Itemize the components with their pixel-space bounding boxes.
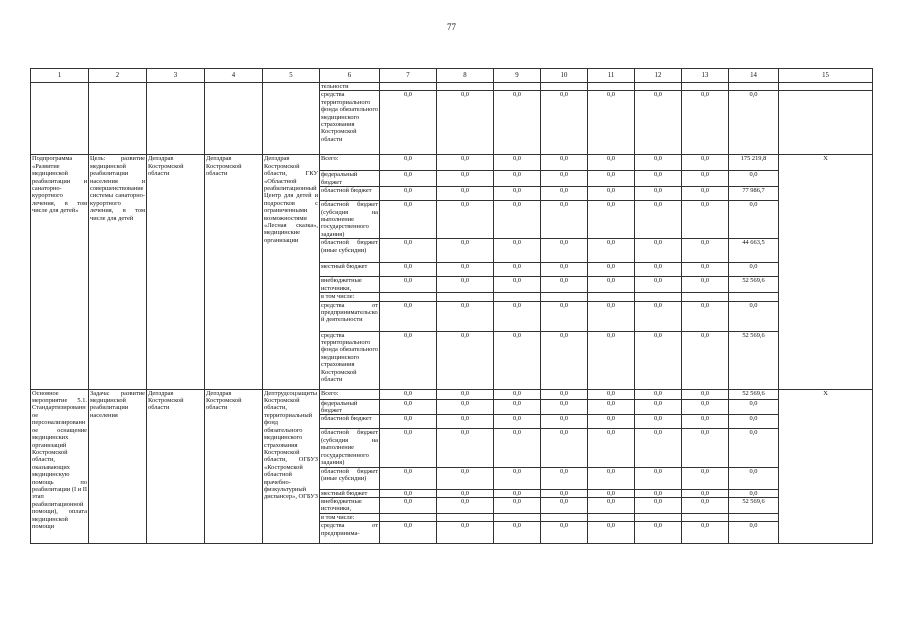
amount-cell: 0,0: [494, 201, 541, 239]
col-header: 9: [494, 69, 541, 83]
amount-cell: 0,0: [729, 489, 779, 497]
amount-cell: [682, 513, 729, 521]
amount-cell: 0,0: [437, 239, 494, 263]
responsible-executor: Депздрав Костромской области: [147, 389, 205, 544]
amount-cell: 0,0: [380, 415, 437, 429]
amount-cell: 0,0: [437, 489, 494, 497]
funding-source: Всего:: [320, 155, 380, 171]
amount-cell: [437, 513, 494, 521]
amount-cell: 0,0: [380, 91, 437, 155]
amount-cell: 0,0: [588, 301, 635, 331]
continued-cell: [779, 83, 873, 91]
amount-cell: 0,0: [729, 171, 779, 187]
col-header: 7: [380, 69, 437, 83]
amount-cell: 0,0: [494, 239, 541, 263]
amount-cell: 0,0: [380, 489, 437, 497]
amount-cell: 0,0: [437, 415, 494, 429]
amount-cell: 0,0: [541, 277, 588, 293]
amount-cell: 0,0: [541, 155, 588, 171]
amount-cell: 0,0: [682, 263, 729, 277]
funding-source: областной бюджет (субсидия на выполнение государственного задания): [321, 201, 378, 238]
amount-cell: 0,0: [380, 239, 437, 263]
amount-cell: 0,0: [541, 467, 588, 489]
amount-cell: 0,0: [380, 522, 437, 544]
amount-cell: 0,0: [635, 263, 682, 277]
col-header: 15: [779, 69, 873, 83]
amount-cell: 0,0: [494, 522, 541, 544]
amount-cell: [380, 293, 437, 301]
amount-cell: 0,0: [682, 467, 729, 489]
table-row: [31, 389, 873, 399]
col-header: 5: [263, 69, 320, 83]
amount-cell: 0,0: [588, 522, 635, 544]
col-header: 14: [729, 69, 779, 83]
amount-cell: 0,0: [588, 155, 635, 171]
table-row: [31, 83, 873, 91]
amount-cell: 0,0: [437, 331, 494, 389]
amount-cell: 0,0: [437, 429, 494, 467]
amount-cell: 0,0: [541, 429, 588, 467]
amount-cell: 0,0: [588, 331, 635, 389]
amount-cell: 52 569,6: [729, 389, 779, 399]
amount-cell: [588, 293, 635, 301]
col-header: 6: [320, 69, 380, 83]
amount-cell: [494, 83, 541, 91]
funding-source: тельности: [320, 83, 380, 91]
amount-cell: 0,0: [588, 429, 635, 467]
amount-cell: 0,0: [494, 171, 541, 187]
amount-cell: [588, 83, 635, 91]
amount-cell: 0,0: [682, 155, 729, 171]
amount-cell: 0,0: [729, 415, 779, 429]
amount-cell: 0,0: [437, 467, 494, 489]
amount-cell: 0,0: [380, 171, 437, 187]
amount-cell: 0,0: [437, 201, 494, 239]
amount-cell: 0,0: [682, 301, 729, 331]
amount-cell: 0,0: [588, 497, 635, 513]
amount-cell: 52 569,6: [729, 277, 779, 293]
funding-source: в том числе:: [320, 293, 380, 301]
amount-cell: [682, 293, 729, 301]
funding-source: областной бюджет: [320, 187, 380, 201]
amount-cell: 0,0: [635, 187, 682, 201]
amount-cell: 0,0: [541, 239, 588, 263]
col-header: 1: [31, 69, 89, 83]
amount-cell: 0,0: [635, 201, 682, 239]
amount-cell: 0,0: [588, 201, 635, 239]
program-table: [30, 68, 873, 544]
amount-cell: 0,0: [635, 301, 682, 331]
funding-source: средства от предпринима-: [320, 522, 380, 544]
amount-cell: 0,0: [729, 91, 779, 155]
amount-cell: 0,0: [380, 399, 437, 415]
amount-cell: 0,0: [437, 389, 494, 399]
responsible-executor: Депздрав Костромской области: [147, 155, 205, 389]
amount-cell: 0,0: [380, 201, 437, 239]
amount-cell: 0,0: [437, 263, 494, 277]
col-header: 3: [147, 69, 205, 83]
column-number-row: [31, 69, 873, 83]
amount-cell: 0,0: [682, 239, 729, 263]
col-header: 13: [682, 69, 729, 83]
amount-cell: 0,0: [588, 415, 635, 429]
amount-cell: 0,0: [494, 497, 541, 513]
amount-cell: [729, 293, 779, 301]
amount-cell: 0,0: [494, 187, 541, 201]
amount-cell: 0,0: [541, 497, 588, 513]
amount-cell: 0,0: [682, 171, 729, 187]
amount-cell: 0,0: [494, 467, 541, 489]
amount-cell: 0,0: [541, 171, 588, 187]
col-header: 10: [541, 69, 588, 83]
amount-cell: 0,0: [380, 467, 437, 489]
amount-cell: 0,0: [380, 187, 437, 201]
amount-cell: 0,0: [682, 497, 729, 513]
amount-cell: 0,0: [682, 91, 729, 155]
amount-cell: 0,0: [541, 389, 588, 399]
amount-cell: 0,0: [541, 331, 588, 389]
amount-cell: 0,0: [729, 467, 779, 489]
amount-cell: 175 219,8: [729, 155, 779, 171]
amount-cell: [682, 83, 729, 91]
amount-cell: 0,0: [494, 489, 541, 497]
amount-cell: 0,0: [494, 415, 541, 429]
amount-cell: 0,0: [437, 522, 494, 544]
amount-cell: 0,0: [437, 155, 494, 171]
amount-cell: 0,0: [588, 489, 635, 497]
amount-cell: 0,0: [494, 429, 541, 467]
funding-source: внебюджетные источники,: [320, 497, 380, 513]
amount-cell: 0,0: [494, 91, 541, 155]
amount-cell: 0,0: [682, 489, 729, 497]
amount-cell: [437, 83, 494, 91]
amount-cell: 0,0: [541, 489, 588, 497]
funding-source: областной бюджет (иные субсидии): [320, 239, 380, 263]
amount-cell: 0,0: [635, 171, 682, 187]
amount-cell: 0,0: [494, 389, 541, 399]
amount-cell: 0,0: [729, 301, 779, 331]
program-name: Подпрограмма «Развитие медицинской реабилитации и санаторно-курортного лечения, в том числе для детей»: [31, 155, 89, 389]
amount-cell: 0,0: [729, 522, 779, 544]
amount-cell: 0,0: [494, 155, 541, 171]
amount-cell: [729, 83, 779, 91]
amount-cell: 0,0: [588, 277, 635, 293]
amount-cell: 77 986,7: [729, 187, 779, 201]
amount-cell: 0,0: [729, 263, 779, 277]
continued-cell: [779, 91, 873, 155]
amount-cell: [380, 83, 437, 91]
amount-cell: 0,0: [682, 429, 729, 467]
amount-cell: 0,0: [588, 467, 635, 489]
continued-cell: [147, 83, 205, 155]
continued-cell: [205, 83, 263, 155]
funding-source: внебюджетные источники,: [320, 277, 380, 293]
col-header: 12: [635, 69, 682, 83]
continued-cell: [263, 83, 320, 155]
coexecutor: Депздрав Костромской области: [205, 155, 263, 389]
amount-cell: 0,0: [588, 91, 635, 155]
amount-cell: 0,0: [541, 522, 588, 544]
indicator-mark: X: [779, 155, 873, 389]
amount-cell: 0,0: [588, 187, 635, 201]
amount-cell: [635, 83, 682, 91]
amount-cell: 52 569,6: [729, 331, 779, 389]
amount-cell: 0,0: [588, 389, 635, 399]
amount-cell: 0,0: [437, 187, 494, 201]
funding-source: Всего:: [320, 389, 380, 399]
amount-cell: [494, 293, 541, 301]
amount-cell: 0,0: [541, 263, 588, 277]
amount-cell: 0,0: [494, 399, 541, 415]
amount-cell: 0,0: [682, 399, 729, 415]
amount-cell: 0,0: [635, 429, 682, 467]
amount-cell: [635, 293, 682, 301]
amount-cell: 0,0: [380, 497, 437, 513]
amount-cell: 0,0: [541, 187, 588, 201]
amount-cell: 0,0: [635, 389, 682, 399]
funding-source: областной бюджет: [320, 415, 380, 429]
amount-cell: 0,0: [494, 301, 541, 331]
amount-cell: 0,0: [682, 277, 729, 293]
indicator-mark: X: [779, 389, 873, 544]
amount-cell: 0,0: [682, 522, 729, 544]
amount-cell: 0,0: [380, 429, 437, 467]
goal-text: Цель: развитие медицинской реабилитации населения и совершенствование системы санаторно-курортного лечения, в том числе для детей: [89, 155, 147, 389]
continued-cell: [89, 83, 147, 155]
amount-cell: 0,0: [682, 201, 729, 239]
amount-cell: [729, 513, 779, 521]
amount-cell: 0,0: [541, 301, 588, 331]
amount-cell: [437, 293, 494, 301]
participants: Дептрудсоцзащиты Костромской области, территориальный фонд обязательного медицинского страхования Костромской области, ОГБУЗ «Костромской областной врачебно-физкультурный диспансер», ОГБУЗ: [263, 389, 320, 544]
funding-source: федеральный бюджет: [320, 399, 380, 415]
amount-cell: 0,0: [682, 187, 729, 201]
amount-cell: [541, 83, 588, 91]
amount-cell: 0,0: [635, 155, 682, 171]
amount-cell: 52 569,6: [729, 497, 779, 513]
col-header: 11: [588, 69, 635, 83]
amount-cell: 0,0: [588, 399, 635, 415]
amount-cell: [588, 513, 635, 521]
amount-cell: 0,0: [588, 171, 635, 187]
amount-cell: 0,0: [682, 389, 729, 399]
amount-cell: 0,0: [682, 415, 729, 429]
amount-cell: 0,0: [437, 171, 494, 187]
amount-cell: 0,0: [541, 201, 588, 239]
col-header: 8: [437, 69, 494, 83]
amount-cell: 0,0: [635, 399, 682, 415]
amount-cell: 0,0: [380, 301, 437, 331]
amount-cell: 0,0: [635, 489, 682, 497]
program-name: Основное мероприятие 5.1. Стандартизированное персонализированное оснащение медицинских организаций Костромской области, оказывающих медицинскую помощь по реабилитации (I и II этап реабилитационной помощи), оплата медицинской помощи: [31, 389, 89, 544]
amount-cell: 0,0: [635, 277, 682, 293]
amount-cell: 0,0: [437, 497, 494, 513]
amount-cell: [380, 513, 437, 521]
amount-cell: 0,0: [494, 277, 541, 293]
amount-cell: 0,0: [588, 263, 635, 277]
amount-cell: 0,0: [635, 415, 682, 429]
amount-cell: 0,0: [541, 91, 588, 155]
amount-cell: 0,0: [588, 239, 635, 263]
col-header: 2: [89, 69, 147, 83]
amount-cell: 0,0: [437, 91, 494, 155]
amount-cell: 0,0: [729, 399, 779, 415]
amount-cell: 0,0: [541, 415, 588, 429]
funding-source: областной бюджет (субсидия на выполнение государственного задания): [321, 429, 378, 467]
funding-source: средства территориального фонда обязательного медицинского страхования Костромской области: [320, 91, 380, 155]
amount-cell: [635, 513, 682, 521]
funding-source: местный бюджет: [320, 263, 380, 277]
amount-cell: [541, 293, 588, 301]
amount-cell: 0,0: [494, 263, 541, 277]
funding-source: в том числе:: [320, 513, 380, 521]
table-body: [31, 83, 873, 544]
amount-cell: 44 663,5: [729, 239, 779, 263]
amount-cell: 0,0: [635, 522, 682, 544]
amount-cell: 0,0: [729, 429, 779, 467]
amount-cell: 0,0: [682, 331, 729, 389]
amount-cell: [541, 513, 588, 521]
col-header: 4: [205, 69, 263, 83]
funding-source: местный бюджет: [320, 489, 380, 497]
amount-cell: 0,0: [380, 389, 437, 399]
amount-cell: 0,0: [437, 277, 494, 293]
amount-cell: 0,0: [635, 331, 682, 389]
amount-cell: 0,0: [380, 263, 437, 277]
funding-source: областной бюджет (иные субсидии): [320, 467, 380, 489]
amount-cell: 0,0: [635, 91, 682, 155]
amount-cell: 0,0: [380, 155, 437, 171]
continued-cell: [31, 83, 89, 155]
amount-cell: 0,0: [380, 331, 437, 389]
amount-cell: 0,0: [635, 497, 682, 513]
funding-source: средства территориального фонда обязательного медицинского страхования Костромской области: [320, 331, 380, 389]
amount-cell: 0,0: [437, 399, 494, 415]
coexecutor: Депздрав Костромской области: [205, 389, 263, 544]
page-number: 77: [447, 22, 456, 32]
amount-cell: 0,0: [635, 239, 682, 263]
participants: Депздрав Костромской области, ГКУ «Областной реабилитационный Центр для детей и подростков с ограниченными возможностями «Лесная сказка», медицинские организации: [263, 155, 320, 389]
goal-text: Задача: развитие медицинской реабилитации населения: [89, 389, 147, 544]
table-row: [31, 155, 873, 171]
amount-cell: [494, 513, 541, 521]
amount-cell: 0,0: [437, 301, 494, 331]
funding-source: средства от предпринимательской деятельности: [320, 301, 380, 331]
amount-cell: 0,0: [541, 399, 588, 415]
amount-cell: 0,0: [729, 201, 779, 239]
amount-cell: 0,0: [380, 277, 437, 293]
amount-cell: 0,0: [494, 331, 541, 389]
amount-cell: 0,0: [635, 467, 682, 489]
funding-source: федеральный бюджет: [320, 171, 380, 187]
